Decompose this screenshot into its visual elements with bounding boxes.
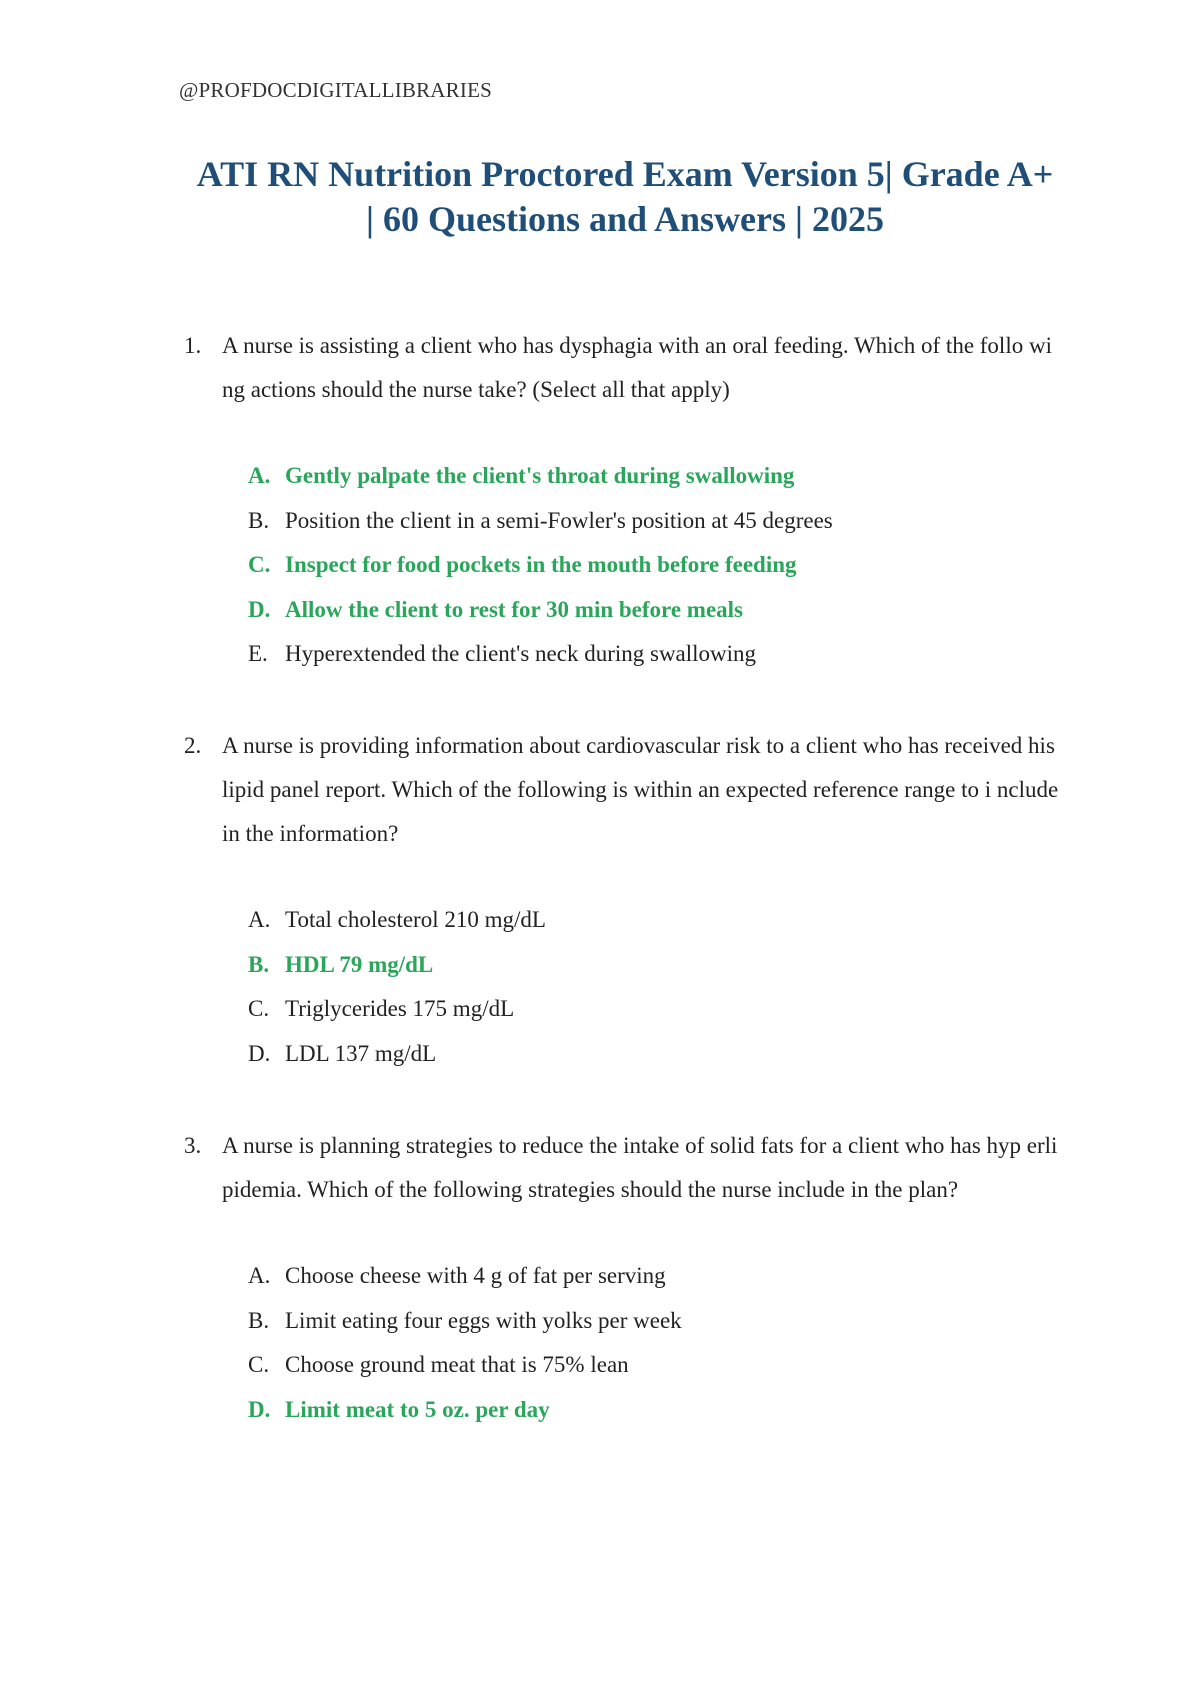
answer-option-a bbox=[248, 898, 1060, 943]
answer-option-c bbox=[248, 987, 1060, 1032]
answer-option-c bbox=[248, 543, 1060, 588]
page-title bbox=[150, 152, 1100, 242]
question-number: 2. bbox=[184, 733, 202, 758]
option-letter: A. bbox=[248, 907, 271, 932]
question-stem bbox=[184, 724, 1060, 856]
option-text: LDL 137 mg/dL bbox=[285, 1040, 437, 1066]
option-text: Inspect for food pockets in the mouth before feeding bbox=[285, 552, 797, 577]
answer-option-e bbox=[248, 632, 1060, 677]
option-text: Limit meat to 5 oz. per day bbox=[285, 1396, 550, 1422]
option-text: Position the client in a semi-Fowler's position at 45 degrees bbox=[285, 507, 833, 533]
question-number: 1. bbox=[184, 333, 202, 358]
option-text: Limit eating four eggs with yolks per week bbox=[285, 1307, 682, 1333]
option-letter: B. bbox=[248, 1307, 270, 1333]
question-text: A nurse is providing information about cardiovascular risk to a client who has received his lipid panel report. Which of the following is within an expected reference range to i nclude in the information? bbox=[222, 733, 1059, 846]
title-line-1: ATI RN Nutrition Proctored Exam Version 5| Grade A+ bbox=[196, 154, 1054, 194]
watermark-text: @PROFDOCDIGITALLIBRARIES bbox=[179, 78, 492, 102]
option-letter: D. bbox=[248, 1396, 271, 1422]
option-letter: E. bbox=[248, 641, 268, 666]
question-2 bbox=[184, 724, 1060, 1076]
question-stem bbox=[184, 324, 1060, 412]
question-text: A nurse is planning strategies to reduce the intake of solid fats for a client who has hyp erlipidemia. Which of the following strategies should the nurse include in the plan? bbox=[222, 1133, 1058, 1202]
option-letter: B. bbox=[248, 507, 270, 533]
answer-option-d bbox=[248, 1032, 1060, 1077]
option-text: Gently palpate the client's throat during swallowing bbox=[285, 463, 795, 488]
answer-option-a bbox=[248, 454, 1060, 499]
answer-options bbox=[248, 454, 1060, 677]
question-text: A nurse is assisting a client who has dysphagia with an oral feeding. Which of the follo wing actions should the nurse take? (Select all that apply) bbox=[222, 333, 1052, 402]
option-text: HDL 79 mg/dL bbox=[285, 951, 434, 977]
option-letter: A. bbox=[248, 463, 271, 488]
answer-option-d bbox=[248, 588, 1060, 633]
answer-options bbox=[248, 1254, 1060, 1432]
option-letter: A. bbox=[248, 1263, 271, 1288]
answer-option-b bbox=[248, 499, 1060, 544]
title-line-2: | 60 Questions and Answers | 2025 bbox=[366, 199, 884, 239]
option-letter: C. bbox=[248, 1352, 270, 1377]
option-text: Total cholesterol 210 mg/dL bbox=[285, 907, 546, 932]
question-stem bbox=[184, 1124, 1060, 1212]
answer-option-a bbox=[248, 1254, 1060, 1299]
option-text: Hyperextended the client's neck during swallowing bbox=[285, 641, 757, 666]
question-3 bbox=[184, 1124, 1060, 1432]
question-number: 3. bbox=[184, 1133, 202, 1158]
option-letter: C. bbox=[248, 552, 271, 577]
answer-option-b bbox=[248, 1299, 1060, 1344]
answer-option-b bbox=[248, 943, 1060, 988]
option-text: Triglycerides 175 mg/dL bbox=[285, 996, 515, 1021]
question-1 bbox=[184, 324, 1060, 677]
option-letter: D. bbox=[248, 596, 271, 622]
option-letter: D. bbox=[248, 1040, 271, 1066]
option-letter: C. bbox=[248, 996, 270, 1021]
option-text: Choose cheese with 4 g of fat per serving bbox=[285, 1263, 666, 1288]
answer-options bbox=[248, 898, 1060, 1076]
option-text: Choose ground meat that is 75% lean bbox=[285, 1352, 629, 1377]
option-text: Allow the client to rest for 30 min before meals bbox=[285, 596, 743, 622]
option-letter: B. bbox=[248, 951, 270, 977]
answer-option-d bbox=[248, 1388, 1060, 1433]
answer-option-c bbox=[248, 1343, 1060, 1388]
